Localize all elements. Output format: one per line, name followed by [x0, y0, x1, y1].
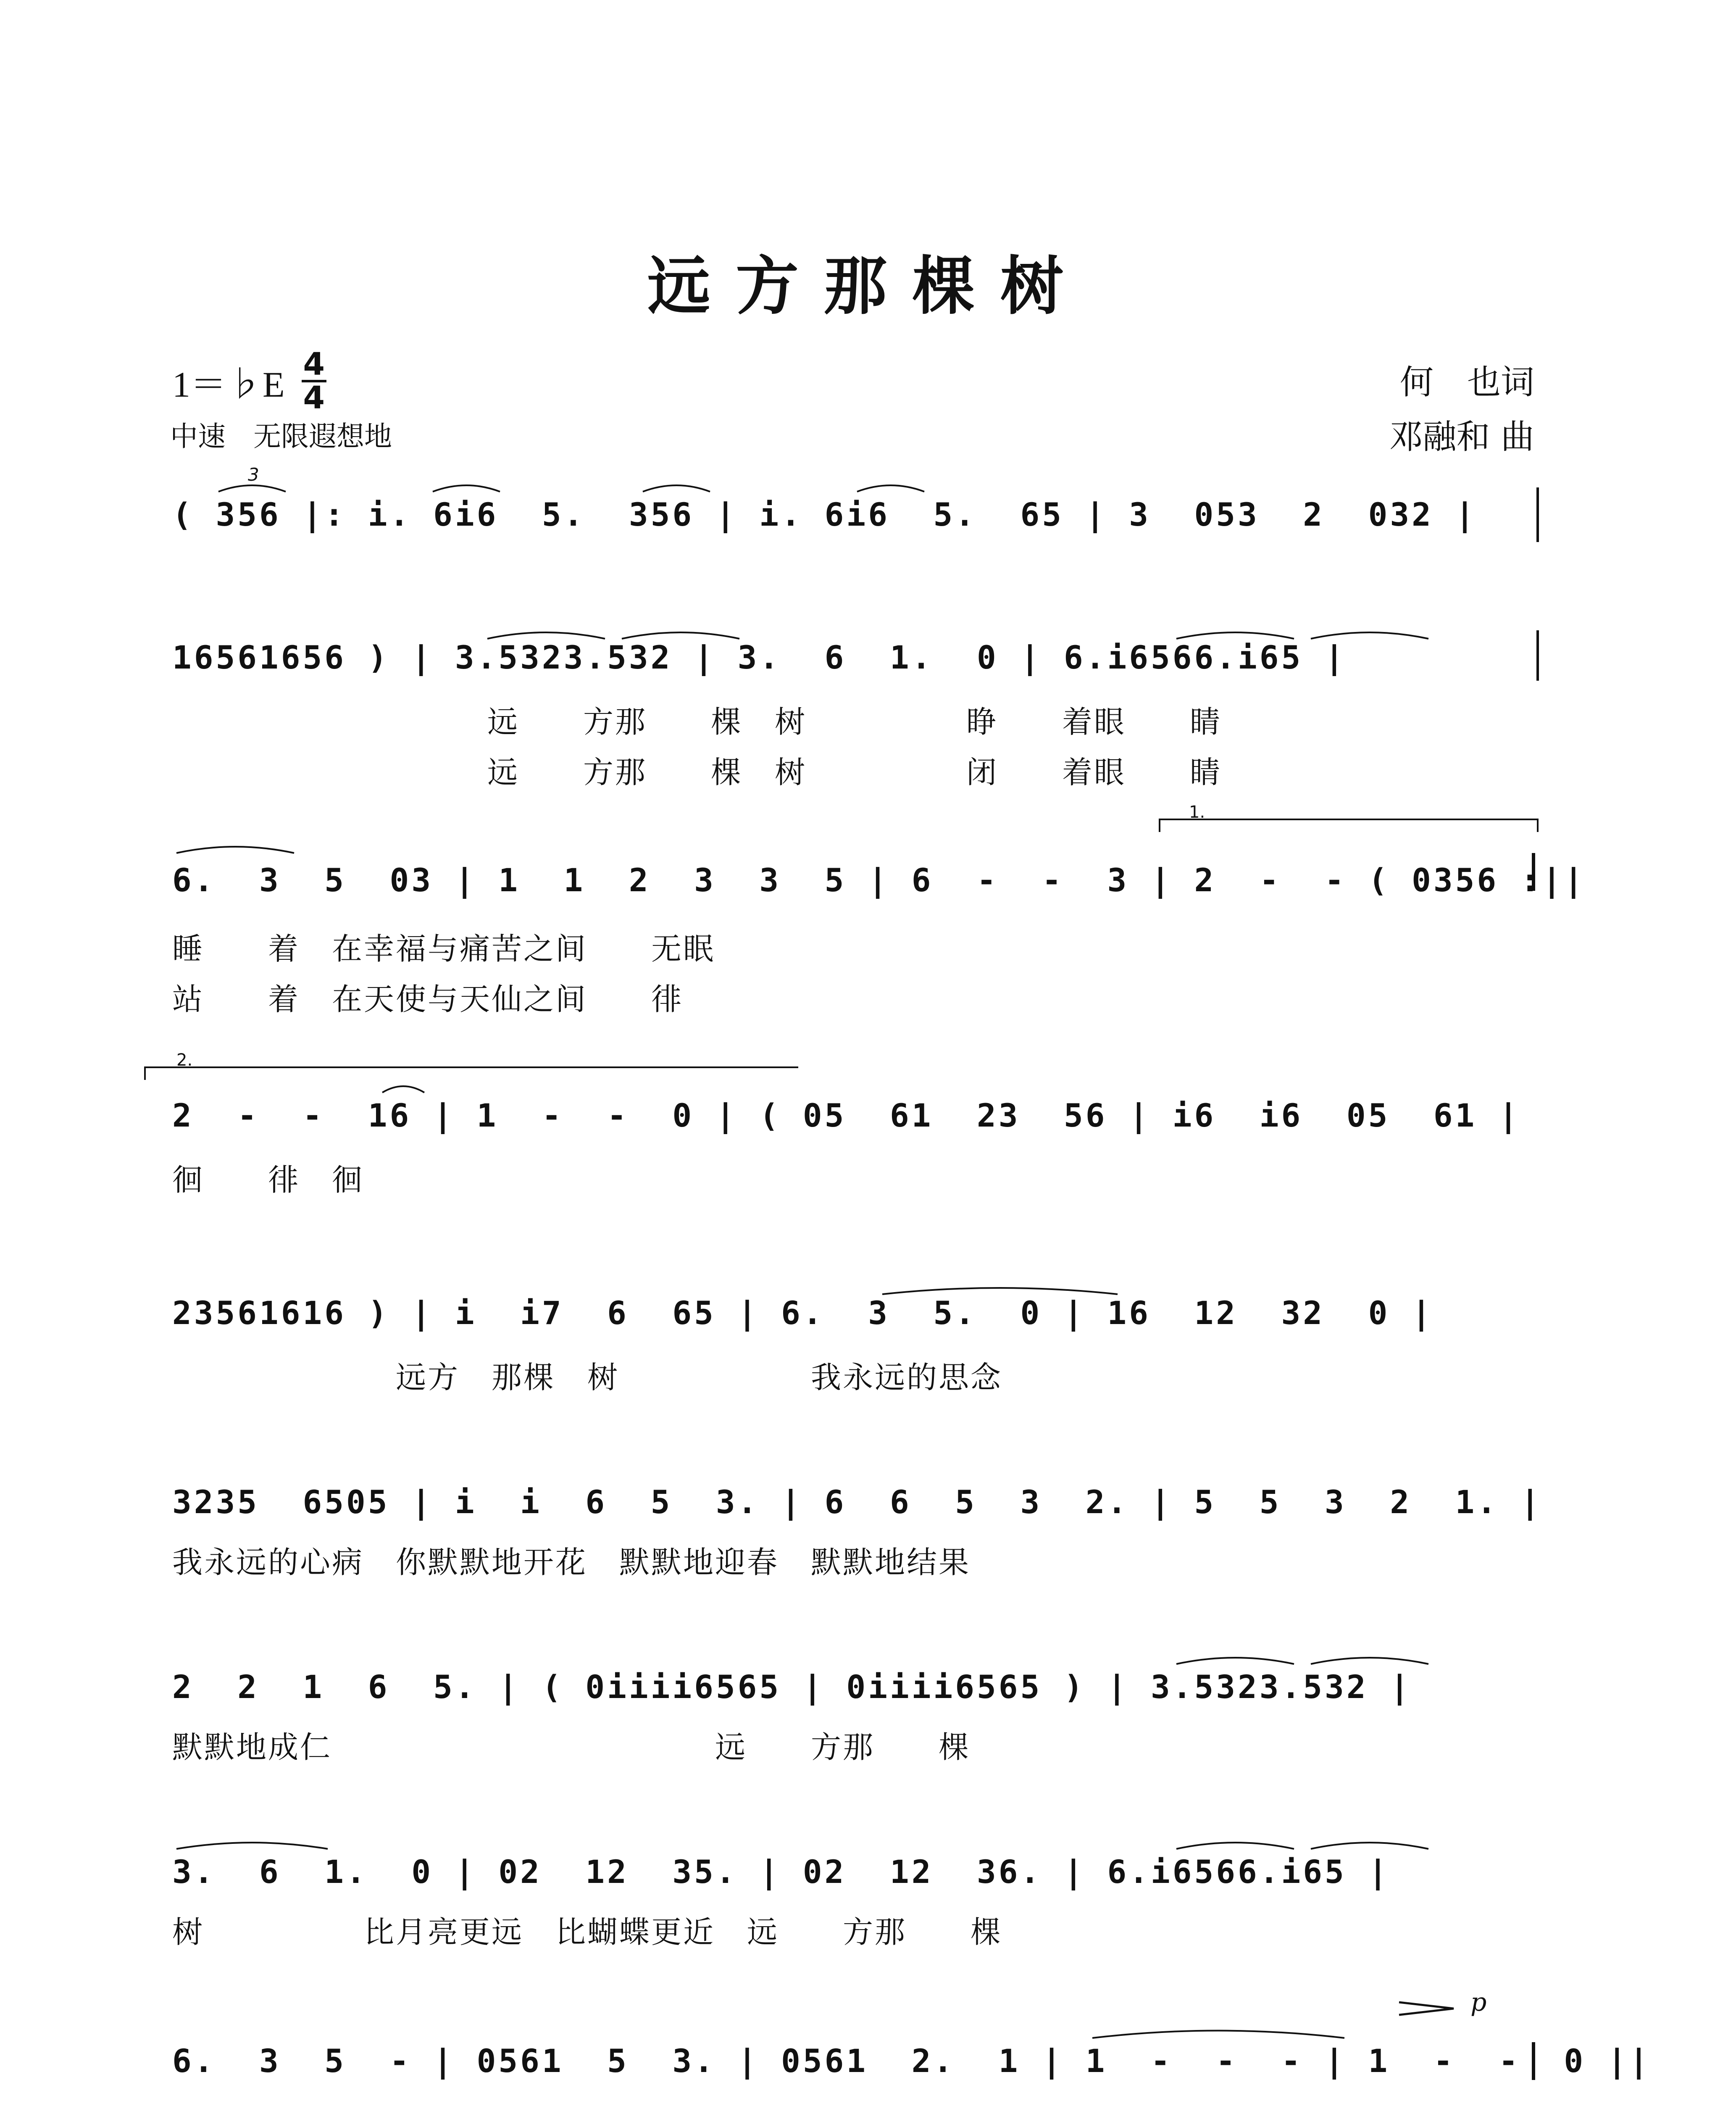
tempo-marking: 中速 无限遐想地	[170, 420, 392, 453]
key-label: 1＝♭E	[172, 364, 285, 405]
lyric-verse-1: 默默地成仁 远 方那 棵	[172, 1730, 971, 1765]
song-title: 远方那棵树	[647, 249, 1089, 323]
lyric-verse-1: 徊 徘 徊	[172, 1162, 364, 1198]
volta-2-label: 2.	[176, 1050, 193, 1070]
lyric-verse-1: 树 比月亮更远 比蝴蝶更近 远 方那 棵	[172, 1914, 1003, 1950]
composer-credit: 邓融和 曲	[1389, 417, 1534, 456]
lyric-verse-1: 睡 着 在幸福与痛苦之间 无眠	[172, 931, 715, 966]
notes-line: 23561616 ) | i i7 6 65 | 6. 3 5. 0 | 16 12 32 0 |	[172, 1294, 1434, 1332]
notes-line: 6. 3 5 - | 0561 5 3. | 0561 2. 1 | 1 - - - | 1 - - 0 ||	[172, 2042, 1651, 2080]
notes-line: 2 - - 16 | 1 - - 0 | ( 05 61 23 56 | i6 i6 05 61 |	[172, 1097, 1520, 1134]
lyric-verse-2: 远 方那 棵 树 闭 着眼 睛	[487, 755, 1222, 790]
notes-line: 2 2 1 6 5. | ( 0iiii6565 | 0iiii6565 ) | 3.5323.532 |	[172, 1668, 1412, 1706]
time-top: 4	[302, 349, 327, 382]
lyricist-credit: 何 也词	[1400, 363, 1534, 402]
lyric-verse-2: 站 着 在天使与天仙之间 徘	[172, 982, 684, 1017]
lyric-verse-1: 我永远的心病 你默默地开花 默默地迎春 默默地结果	[172, 1545, 971, 1580]
notes-line: 3. 6 1. 0 | 02 12 35. | 02 12 36. | 6.i6566.i65 |	[172, 1853, 1390, 1890]
time-bottom: 4	[303, 380, 325, 416]
notes-line: 3235 6505 | i i 6 5 3. | 6 6 5 3 2. | 5 5 3 2 1. |	[172, 1483, 1542, 1521]
lyric-verse-1: 远方 那棵 树 我永远的思念	[172, 1360, 1003, 1395]
lyric-verse-1: 远 方那 棵 树 睁 着眼 睛	[487, 704, 1222, 740]
notes-line: 6. 3 5 03 | 1 1 2 3 3 5 | 6 - - 3 | 2 - - ( 0356 :||	[172, 861, 1586, 899]
volta-1-label: 1.	[1189, 803, 1205, 822]
lyric-verse-1	[172, 2097, 779, 2101]
time-signature	[302, 346, 327, 416]
dynamic-piano: p	[1470, 1988, 1487, 2017]
notes-line: ( 356 |: i. 6i6 5. 356 | i. 6i6 5. 65 | 3 053 2 032 |	[172, 496, 1477, 533]
tuplet-mark: 3	[248, 464, 259, 485]
notes-line: 16561656 ) | 3.5323.532 | 3. 6 1. 0 | 6.i6566.i65 |	[172, 639, 1347, 676]
key-signature	[172, 346, 326, 416]
